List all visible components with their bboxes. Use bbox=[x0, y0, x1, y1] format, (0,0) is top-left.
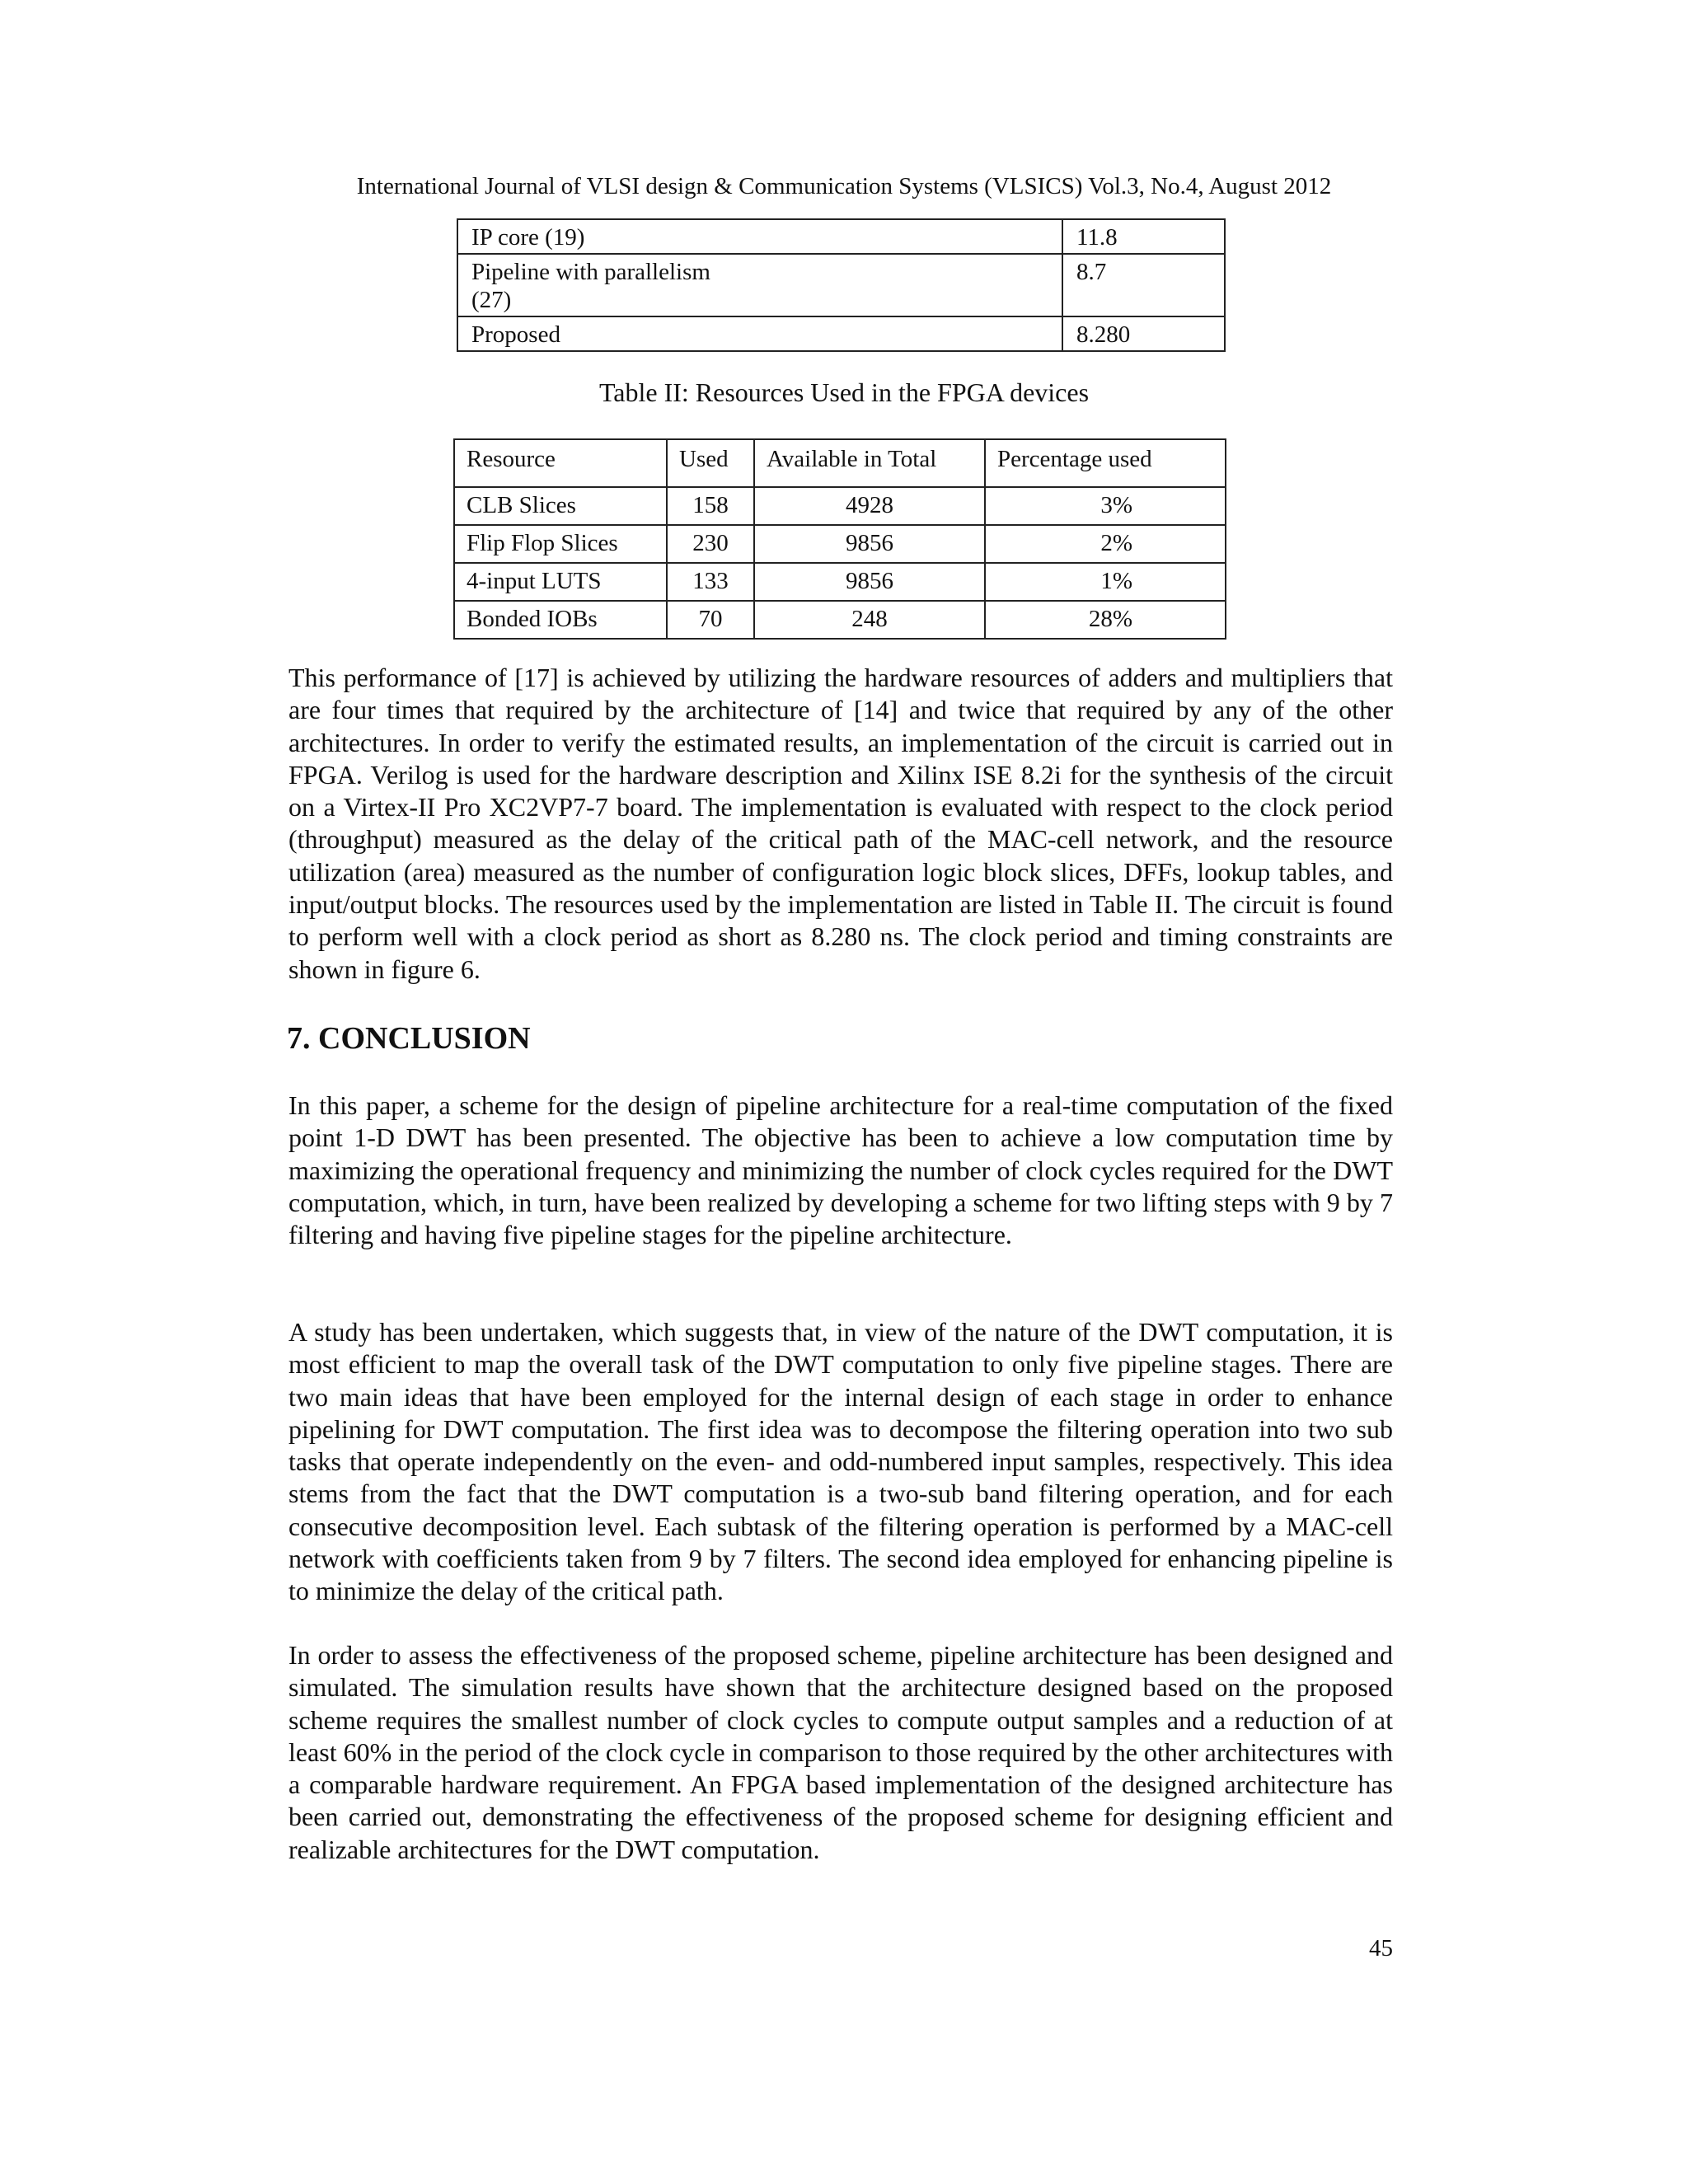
table-cell: 4928 bbox=[754, 487, 985, 525]
column-header: Used bbox=[667, 439, 754, 487]
resources-table bbox=[453, 438, 1226, 640]
table-cell: 8.7 bbox=[1062, 254, 1225, 316]
column-header: Resource bbox=[454, 439, 667, 487]
table-cell: 28% bbox=[985, 601, 1226, 639]
table-row bbox=[457, 219, 1225, 254]
running-header: International Journal of VLSI design & Communication Systems (VLSICS) Vol.3, No.4, August 2012 bbox=[356, 173, 1332, 199]
table-cell: 3% bbox=[985, 487, 1226, 525]
section-heading-conclusion: 7. CONCLUSION bbox=[287, 1021, 531, 1056]
table-cell: 9856 bbox=[754, 525, 985, 563]
table-cell: 9856 bbox=[754, 563, 985, 601]
table-cell bbox=[457, 254, 1062, 316]
table-cell-text: Pipeline with parallelism (27) bbox=[471, 259, 710, 313]
table-cell: Flip Flop Slices bbox=[454, 525, 667, 563]
table-cell: 4-input LUTS bbox=[454, 563, 667, 601]
body-paragraph-conclusion-2: A study has been undertaken, which suggests that, in view of the nature of the DWT computation, it is most efficient to map the overall task of the DWT computation to only five pipeline stages. There are two main ideas that have been employed for the internal design of each stage in order to enhance pipelining for DWT computation. The first idea was to decompose the filtering operation into two sub tasks that operate independently on the even- and odd-numbered input samples, respectively. This idea stems from the fact that the DWT computation is a two-sub band filtering operation, and for each consecutive decomposition level. Each subtask of the filtering operation is performed by a MAC-cell network with coefficients taken from 9 by 7 filters. The second idea employed for enhancing pipeline is to minimize the delay of the critical path. bbox=[288, 1317, 1393, 1606]
table-row bbox=[457, 316, 1225, 351]
table-cell: 2% bbox=[985, 525, 1226, 563]
table-cell: CLB Slices bbox=[454, 487, 667, 525]
table-row bbox=[454, 487, 1226, 525]
table-cell: 70 bbox=[667, 601, 754, 639]
table-cell: Proposed bbox=[457, 316, 1062, 351]
table-cell: 248 bbox=[754, 601, 985, 639]
table-row bbox=[457, 254, 1225, 316]
table-row bbox=[454, 525, 1226, 563]
table-cell: Bonded IOBs bbox=[454, 601, 667, 639]
table-cell: 158 bbox=[667, 487, 754, 525]
table-cell: 11.8 bbox=[1062, 219, 1225, 254]
column-header: Available in Total bbox=[754, 439, 985, 487]
table-cell: 133 bbox=[667, 563, 754, 601]
table-row bbox=[454, 601, 1226, 639]
page-number: 45 bbox=[1369, 1935, 1393, 1961]
column-header: Percentage used bbox=[985, 439, 1226, 487]
body-paragraph-conclusion-3: In order to assess the effectiveness of the proposed scheme, pipeline architecture has been designed and simulated. The simulation results have shown that the architecture designed based on the proposed scheme requires the smallest number of clock cycles to compute output samples and a reduction of at least 60% in the period of the clock cycle in comparison to those required by the other architectures with a comparable hardware requirement. An FPGA based implementation of the designed architecture has been carried out, demonstrating the effectiveness of the proposed scheme for designing efficient and realizable architectures for the DWT computation. bbox=[288, 1640, 1393, 1864]
body-paragraph-performance: This performance of [17] is achieved by utilizing the hardware resources of adders and multipliers that are four times that required by the architecture of [14] and twice that required by any of the other architectures. In order to verify the estimated results, an implementation of the circuit is carried out in FPGA. Verilog is used for the hardware description and Xilinx ISE 8.2i for the synthesis of the circuit on a Virtex-II Pro XC2VP7-7 board. The implementation is evaluated with respect to the clock period (throughput) measured as the delay of the critical path of the MAC-cell network, and the resource utilization (area) measured as the number of configuration logic block slices, DFFs, lookup tables, and input/output blocks. The resources used by the implementation are listed in Table II. The circuit is found to perform well with a clock period as short as 8.280 ns. The clock period and timing constraints are shown in figure 6. bbox=[288, 663, 1393, 984]
body-paragraph-conclusion-1: In this paper, a scheme for the design of pipeline architecture for a real-time computation of the fixed point 1-D DWT has been presented. The objective has been to achieve a low computation time by maximizing the operational frequency and minimizing the number of clock cycles required for the DWT computation, which, in turn, have been realized by developing a scheme for two lifting steps with 9 by 7 filtering and having five pipeline stages for the pipeline architecture. bbox=[288, 1090, 1393, 1250]
clock-period-table-continued bbox=[457, 218, 1226, 352]
table-cell: 1% bbox=[985, 563, 1226, 601]
table-header-row bbox=[454, 439, 1226, 487]
table-cell: 230 bbox=[667, 525, 754, 563]
table-caption: Table II: Resources Used in the FPGA devices bbox=[598, 377, 1090, 407]
table-row bbox=[454, 563, 1226, 601]
table-cell: IP core (19) bbox=[457, 219, 1062, 254]
table-cell: 8.280 bbox=[1062, 316, 1225, 351]
